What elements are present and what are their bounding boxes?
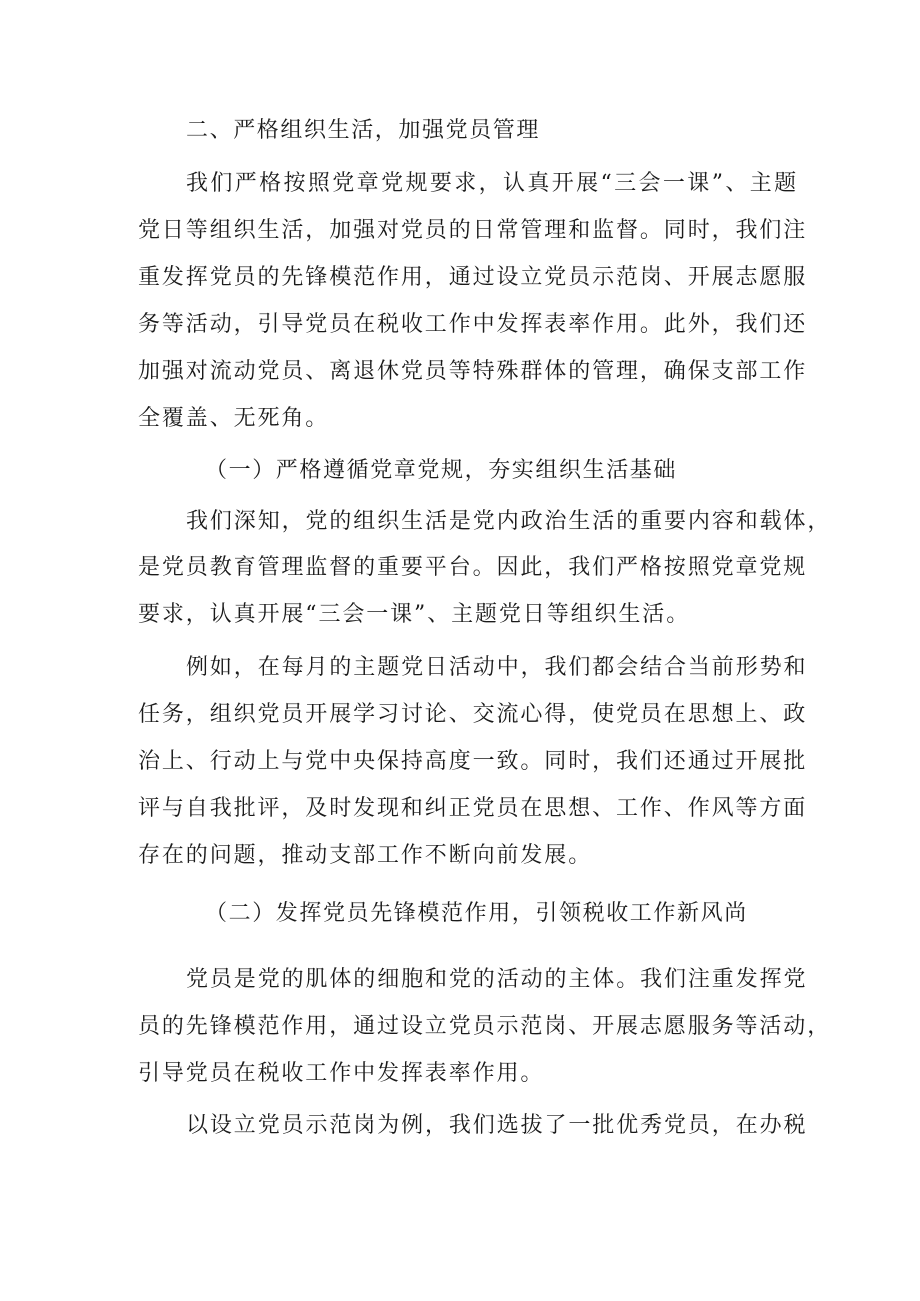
paragraph-line: 我们深知，党的组织生活是党内政治生活的重要内容和载体， (186, 509, 832, 534)
paragraph-line: 存在的问题，推动支部工作不断向前发展。 (138, 843, 593, 868)
section-heading: 二、严格组织生活，加强党员管理 (186, 118, 541, 143)
paragraph-line: 治上、行动上与党中央保持高度一致。同时，我们还通过开展批 (138, 749, 808, 774)
paragraph-line: 以设立党员示范岗为例，我们选拔了一批优秀党员，在办税 (186, 1113, 808, 1138)
subsection-heading: （一）严格遵循党章党规，夯实组织生活基础 (205, 458, 678, 483)
paragraph-line: 例如，在每月的主题党日活动中，我们都会结合当前形势和 (186, 655, 808, 680)
paragraph-line: 任务，组织党员开展学习讨论、交流心得，使党员在思想上、政 (138, 702, 808, 727)
paragraph-line: 我们严格按照党章党规要求，认真开展“三会一课”、主题 (186, 171, 798, 196)
paragraph-line: 全覆盖、无死角。 (138, 406, 330, 431)
paragraph-line: 党日等组织生活，加强对党员的日常管理和监督。同时，我们注 (138, 218, 808, 243)
paragraph-line: 要求，认真开展“三会一课”、主题党日等组织生活。 (138, 602, 691, 627)
paragraph-line: 务等活动，引导党员在税收工作中发挥表率作用。此外，我们还 (138, 312, 808, 337)
paragraph-line: 是党员教育管理监督的重要平台。因此，我们严格按照党章党规 (138, 555, 808, 580)
paragraph-line: 引导党员在税收工作中发挥表率作用。 (138, 1061, 545, 1086)
paragraph-line: 员的先锋模范作用，通过设立党员示范岗、开展志愿服务等活动， (138, 1014, 832, 1039)
paragraph-line: 党员是党的肌体的细胞和党的活动的主体。我们注重发挥党 (186, 967, 808, 992)
paragraph-line: 加强对流动党员、离退休党员等特殊群体的管理，确保支部工作 (138, 359, 808, 384)
subsection-heading: （二）发挥党员先锋模范作用，引领税收工作新风尚 (205, 901, 748, 926)
paragraph-line: 重发挥党员的先锋模范作用，通过设立党员示范岗、开展志愿服 (138, 265, 808, 290)
paragraph-line: 评与自我批评，及时发现和纠正党员在思想、工作、作风等方面 (138, 796, 808, 821)
